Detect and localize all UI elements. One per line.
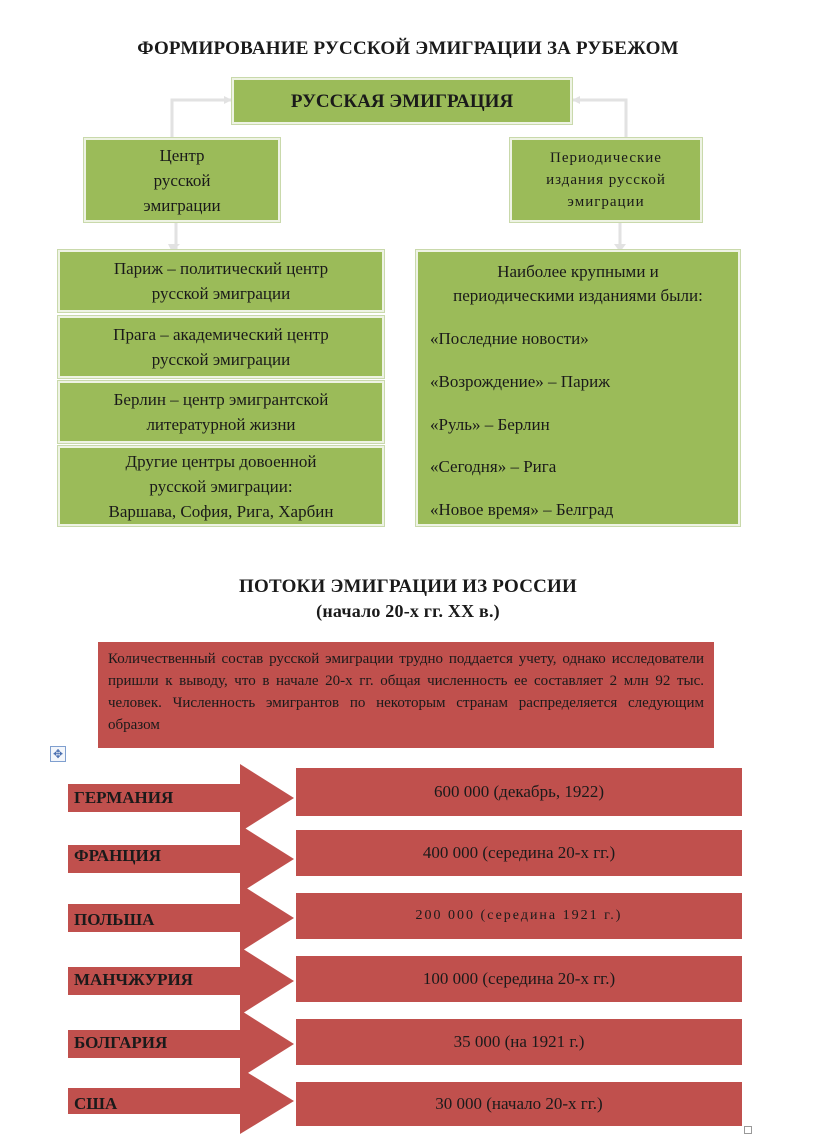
main-box-russian-emigration xyxy=(232,78,572,124)
center-line: литературной жизни xyxy=(146,415,296,434)
flow-value-box xyxy=(296,1019,742,1065)
country-label: ФРАНЦИЯ xyxy=(74,846,162,865)
flow-value-box xyxy=(296,768,742,816)
center-box-line3: эмиграции xyxy=(143,195,221,215)
center-box-line2: русской xyxy=(153,170,211,190)
move-anchor-icon[interactable]: ✥ xyxy=(50,746,66,762)
publication-item: «Сегодня» – Рига xyxy=(430,457,557,476)
periodicals-box-line1: Периодические xyxy=(550,150,662,166)
center-line: Берлин – центр эмигрантской xyxy=(113,390,329,409)
publication-item: «Возрождение» – Париж xyxy=(430,372,610,391)
flow-value-box xyxy=(296,893,742,939)
center-line: Варшава, София, Рига, Харбин xyxy=(108,501,334,521)
flow-value: 600 000 (декабрь, 1922) xyxy=(434,782,604,801)
page-title: ФОРМИРОВАНИЕ РУССКОЙ ЭМИГРАЦИИ ЗА РУБЕЖОМ xyxy=(137,38,679,59)
publications-box xyxy=(416,250,740,526)
flow-value: 35 000 (на 1921 г.) xyxy=(453,1032,585,1051)
flow-value-box xyxy=(296,830,742,876)
periodicals-box-line3: эмиграции xyxy=(567,194,645,210)
country-label: США xyxy=(74,1094,118,1113)
country-label: ГЕРМАНИЯ xyxy=(74,788,174,807)
center-line: русской эмиграции: xyxy=(149,476,293,496)
center-other-box xyxy=(58,446,384,526)
center-line: Другие центры довоенной xyxy=(125,451,317,471)
intro-text: Количественный состав русской эмиграции трудно поддается учету, однако исследователи пришли к выводу, что в начале 20-х гг. общая численность ее составляет 2 млн 92 тыс. человек. Численность эмигрантов по некоторым странам распределяется следующим образом xyxy=(108,651,704,733)
center-line: русской эмиграции xyxy=(151,350,291,369)
publications-heading-line2: периодическими изданиями были: xyxy=(453,286,703,305)
intro-text-box xyxy=(98,642,714,748)
flow-value-box xyxy=(296,1082,742,1126)
publications-heading xyxy=(418,260,738,308)
periodicals-box xyxy=(510,138,702,222)
publication-item: «Новое время» – Белград xyxy=(430,500,614,519)
main-box-label: РУССКАЯ ЭМИГРАЦИЯ xyxy=(290,90,514,112)
center-line: Париж – политический центр xyxy=(113,259,329,278)
publication-item: «Руль» – Берлин xyxy=(430,415,550,434)
country-label: БОЛГАРИЯ xyxy=(74,1033,168,1052)
resize-handle[interactable] xyxy=(744,1126,752,1134)
periodicals-box-line2: издания русской xyxy=(546,172,666,188)
flow-value-box xyxy=(296,956,742,1002)
center-line: Прага – академический центр xyxy=(113,325,329,344)
flows-subtitle: (начало 20-х гг. XX в.) xyxy=(316,601,500,621)
flow-value: 30 000 (начало 20-х гг.) xyxy=(435,1094,603,1113)
flow-value: 400 000 (середина 20-х гг.) xyxy=(422,843,616,862)
publication-item: «Последние новости» xyxy=(430,329,589,348)
center-paris-box xyxy=(58,250,384,312)
publications-heading-line1: Наиболее крупными и xyxy=(497,262,659,281)
flows-title: ПОТОКИ ЭМИГРАЦИИ ИЗ РОССИИ xyxy=(239,576,577,597)
flow-value: 100 000 (середина 20-х гг.) xyxy=(422,969,616,988)
flow-value: 200 000 (середина 1921 г.) xyxy=(415,908,623,923)
country-label: МАНЧЖУРИЯ xyxy=(74,970,193,989)
center-of-emigration-box xyxy=(84,138,280,222)
country-label: ПОЛЬША xyxy=(74,910,155,929)
center-box-line1: Центр xyxy=(159,145,205,165)
center-prague-box xyxy=(58,316,384,378)
center-berlin-box xyxy=(58,381,384,443)
center-line: русской эмиграции xyxy=(151,284,291,303)
